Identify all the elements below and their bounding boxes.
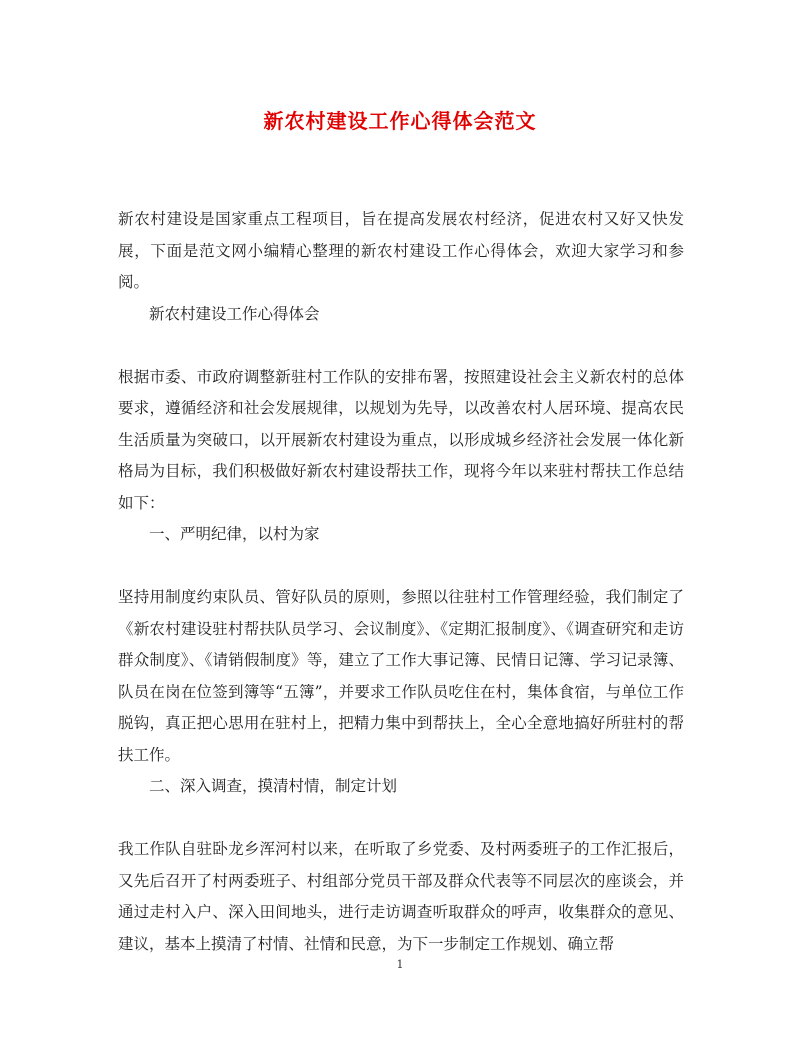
document-title: 新农村建设工作心得体会范文 — [263, 109, 537, 133]
section-heading-1: 一、严明纪律，以村为家 — [149, 525, 320, 543]
paragraph-gap — [118, 551, 684, 583]
body-paragraph-1: 根据市委、市政府调整新驻村工作队的安排布署，按照建设社会主义新农村的总体要求，遵循经济和社会发展规律，以规划为先导，以改善农村人居环境、提高农民生活质量为突破口，以开展新农村建设为重点，以形成城乡经济社会发展一体化新格局为目标，我们积极做好新农村建设帮扶工作，现将今年以来驻村帮扶工作总结如下： — [118, 367, 684, 512]
body-paragraph-3: 我工作队自驻卧龙乡浑河村以来，在听取了乡党委、及村两委班子的工作汇报后，又先后召开了村两委班子、村组部分党员干部及群众代表等不同层次的座谈会，并通过走村入户、深入田间地头，进行走访调查听取群众的呼声，收集群众的意见、建议，基本上摸清了村情、社情和民意，为下一步制定工作规划、确立帮 — [118, 840, 684, 953]
body-paragraph-2: 坚持用制度约束队员、管好队员的原则，参照以往驻村工作管理经验，我们制定了《新农村建设驻村帮扶队员学习、会议制度》、《定期汇报制度》、《调查研究和走访群众制度》、《请销假制度》等，建立了工作大事记簿、民情日记簿、学习记录簿、队员在岗在位签到簿等“五簿”，并要求工作队员吃住在村，集体食宿，与单位工作脱钩，真正把心思用在驻村上，把精力集中到帮扶上，全心全意地搞好所驻村的帮扶工作。 — [118, 588, 684, 764]
section-subtitle: 新农村建设工作心得体会 — [149, 304, 320, 323]
intro-paragraph: 新农村建设是国家重点工程项目，旨在提高发展农村经济，促进农村又好又快发展，下面是范文网小编精心整理的新农村建设工作心得体会，欢迎大家学习和参阅。 — [118, 210, 684, 291]
page-number: 1 — [396, 958, 404, 971]
document-body — [118, 204, 684, 960]
paragraph-gap — [118, 803, 684, 835]
paragraph-gap — [118, 330, 684, 362]
section-heading-2: 二、深入调查，摸清村情，制定计划 — [149, 777, 398, 795]
